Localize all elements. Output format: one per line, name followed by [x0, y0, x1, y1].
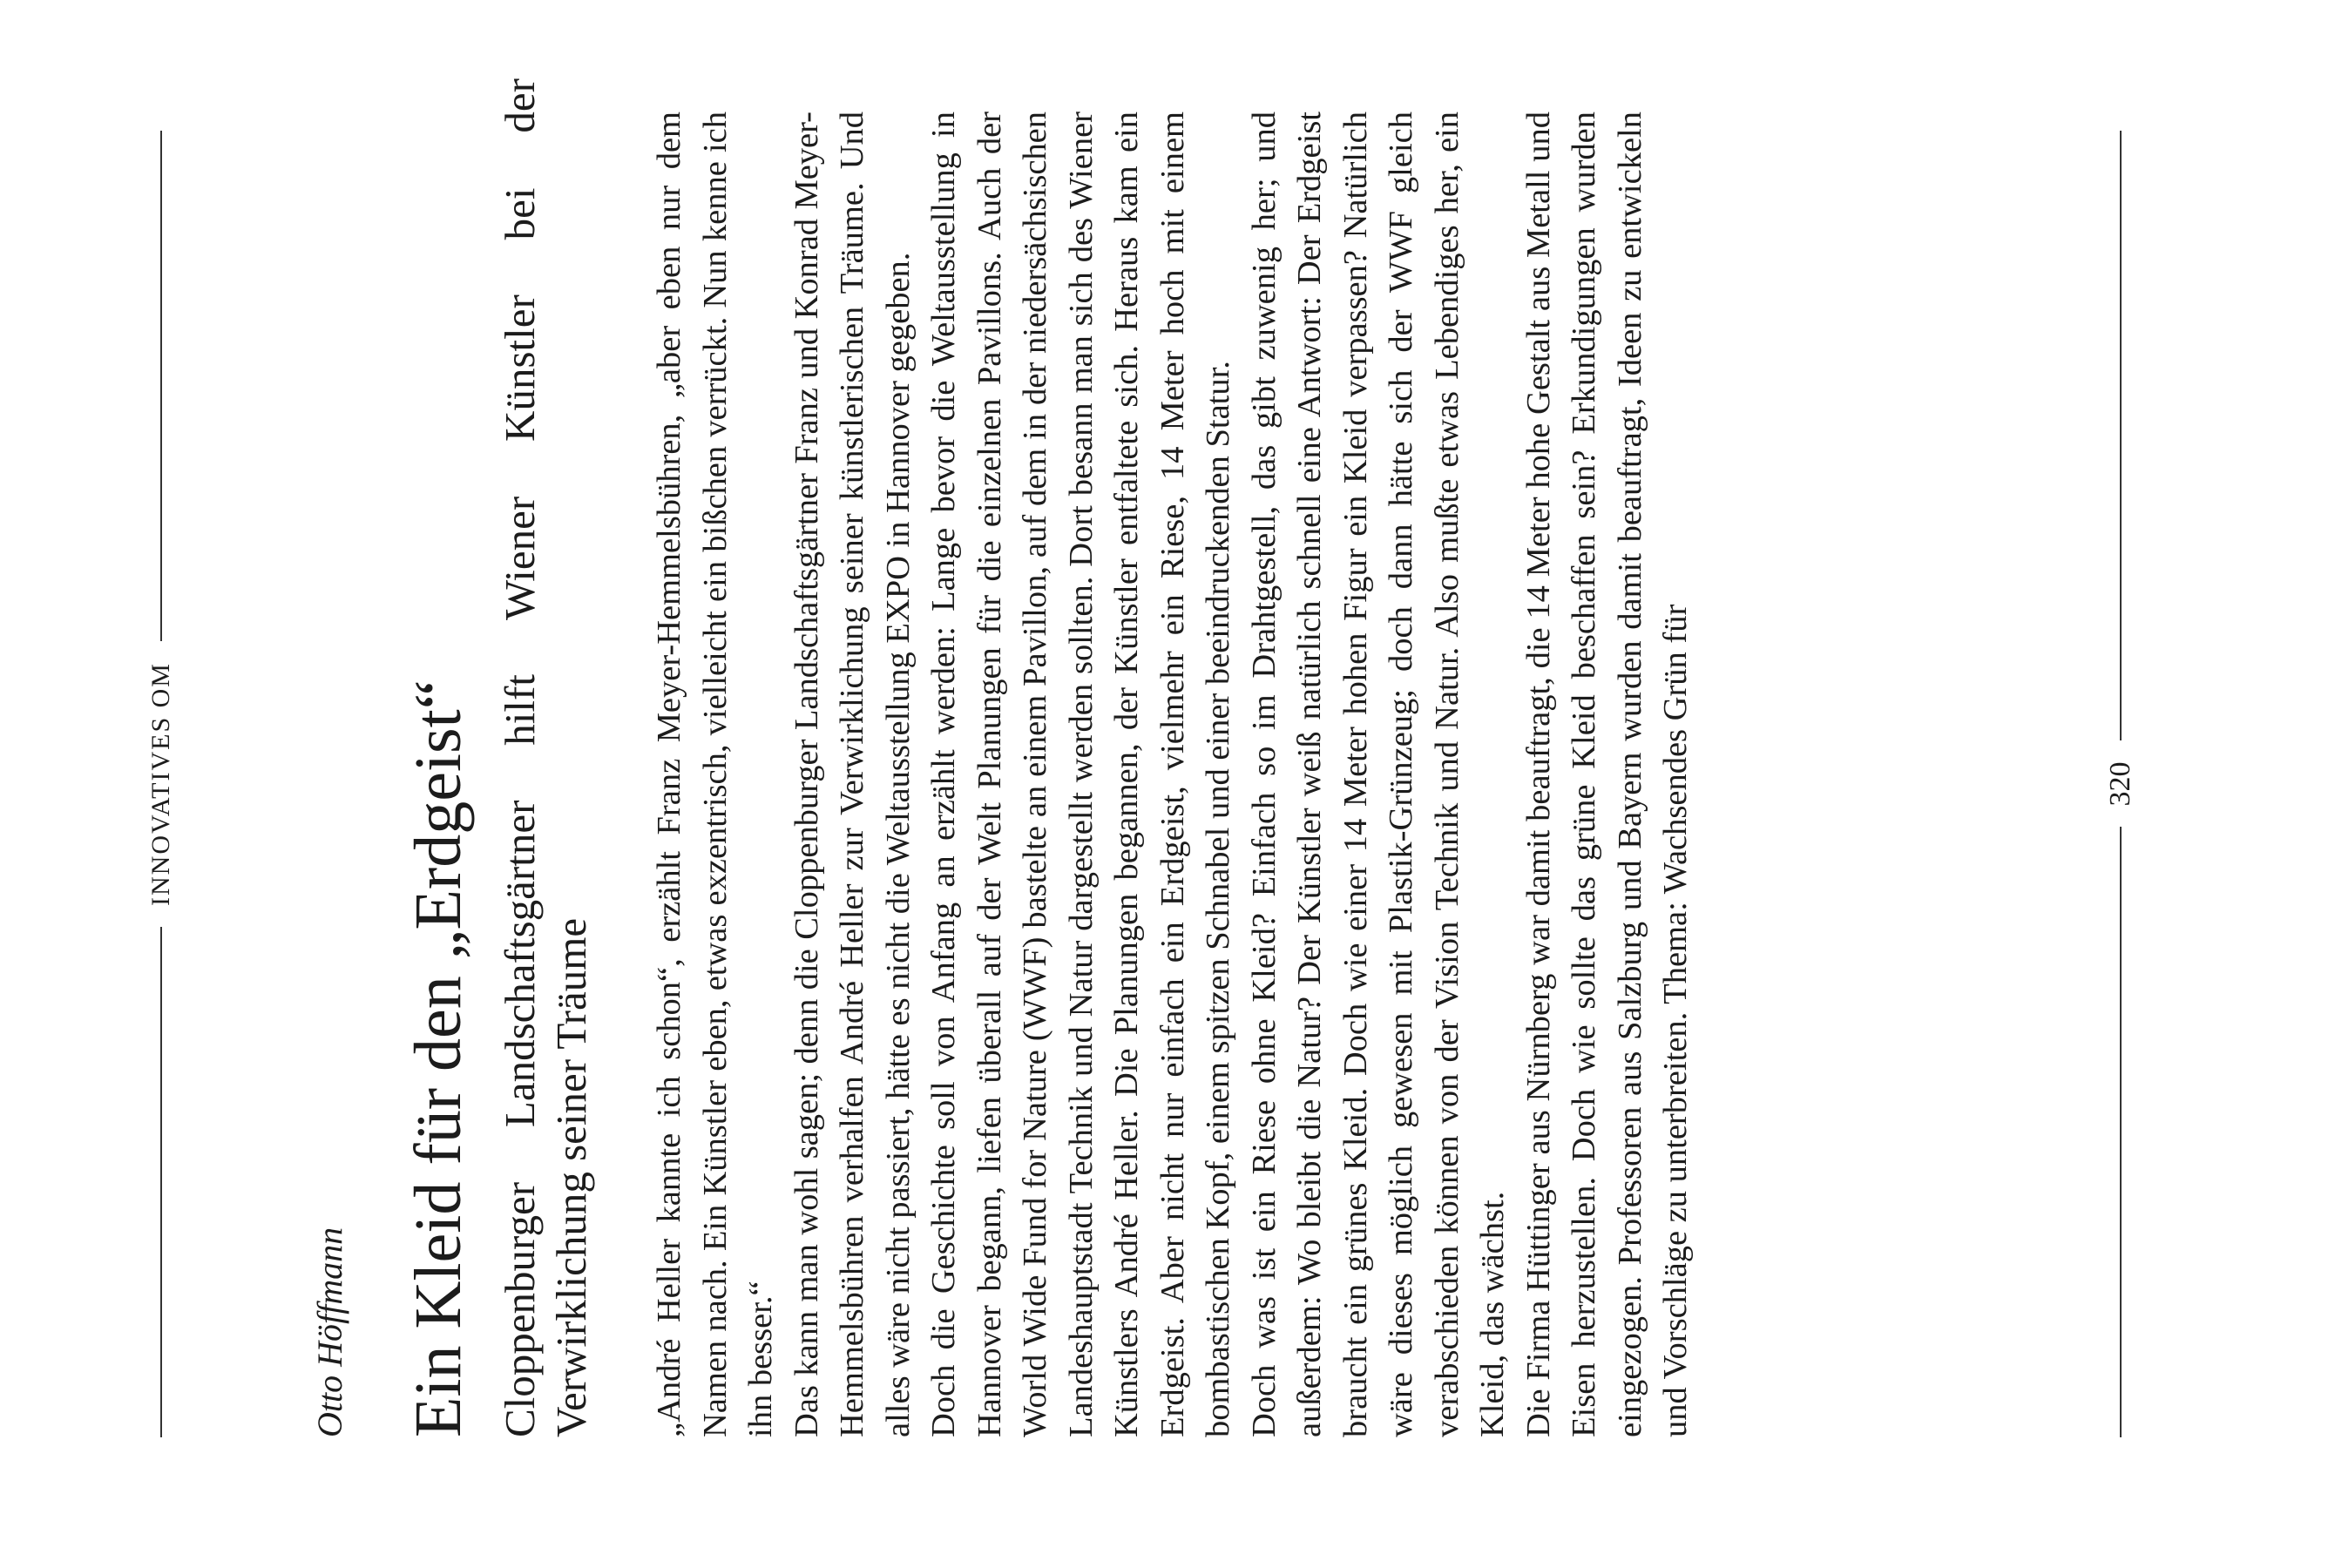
header-rule-left: [160, 927, 162, 1437]
author-name: Otto Höffmann: [310, 1227, 349, 1437]
running-header-text: INNOVATIVES OM: [146, 662, 175, 906]
article-title: Ein Kleid für den „Erdgeist“: [402, 679, 475, 1437]
paragraph: „André Heller kannte ich schon“, erzählt Franz Meyer-Hemmelsbühren, „aber eben nur dem Namen nach. Ein Künstler eben, etwas exzentrisch, vielleicht ein bißchen verrückt. Nun kenne ich ihn besser.“: [651, 112, 779, 1437]
paragraph: Doch was ist ein Riese ohne Kleid? Einfach so im Drahtgestell, das gibt zuwenig her; und außerdem: Wo bleibt die Natur? Der Künstler weiß natürlich schnell eine Antwort: Der Erdgeist braucht ein grünes Kleid. Doch wie einer 14 Meter hohen Figur ein Kleid verpassen? Natürlich wäre dieses möglich gewesen mit Plastik-Grünzeug; doch dann hätte sich der WWF gleich verabschieden können von der Vision Technik und Natur. Also mußte etwas Lebendiges her, ein Kleid, das wächst.: [1245, 112, 1511, 1437]
running-header: [146, 131, 176, 1437]
page-number: 320: [2104, 761, 2136, 807]
footer-rule-left: [2120, 828, 2122, 1438]
footer-rule-right: [2120, 131, 2122, 741]
paragraph: Doch die Geschichte soll von Anfang an erzählt werden: Lange bevor die Weltausstellung in Hannover begann, liefen überall auf der Welt Planungen für die einzelnen Pavillons. Auch der World Wide Fund for Nature (WWF) bastelte an einem Pavillon, auf dem in der niedersächsischen Landeshauptstadt Technik und Natur dargestellt werden sollten. Dort besann man sich des Wiener Künstlers André Heller. Die Planungen begannen, der Künstler entfaltete sich. Heraus kam ein Erdgeist. Aber nicht nur einfach ein Erdgeist, vielmehr ein Riese, 14 Meter hoch mit einem bombastischen Kopf, einem spitzen Schnabel und einer beeindruckenden Statur.: [925, 112, 1236, 1437]
header-rule-right: [160, 131, 162, 641]
paragraph: Die Firma Hüttinger aus Nürnberg war damit beauftragt, die 14 Meter hohe Gestalt aus Metall und Eisen herzustellen. Doch wie sollte das grüne Kleid beschaffen sein? Erkundigungen wurden eingezogen. Professoren aus Salzburg und Bayern wurden damit beauftragt, Ideen zu entwickeln und Vorschläge zu unterbreiten. Thema: Wachsendes Grün für: [1519, 112, 1694, 1437]
article-body: [646, 112, 1699, 1437]
page-footer: [2104, 131, 2137, 1437]
article-subtitle: Cloppenburger Landschaftsgärtner hilft Wiener Künstler bei der Verwirklichung seiner Träume: [496, 78, 595, 1437]
paragraph: Das kann man wohl sagen; denn die Cloppenburger Landschaftsgärtner Franz und Konrad Meyer-Hemmelsbühren verhalfen André Heller zur Verwirklichung seiner künstlerischen Träume. Und alles wäre nicht passiert, hätte es nicht die Weltausstellung EXPO in Hannover gegeben.: [788, 112, 917, 1437]
